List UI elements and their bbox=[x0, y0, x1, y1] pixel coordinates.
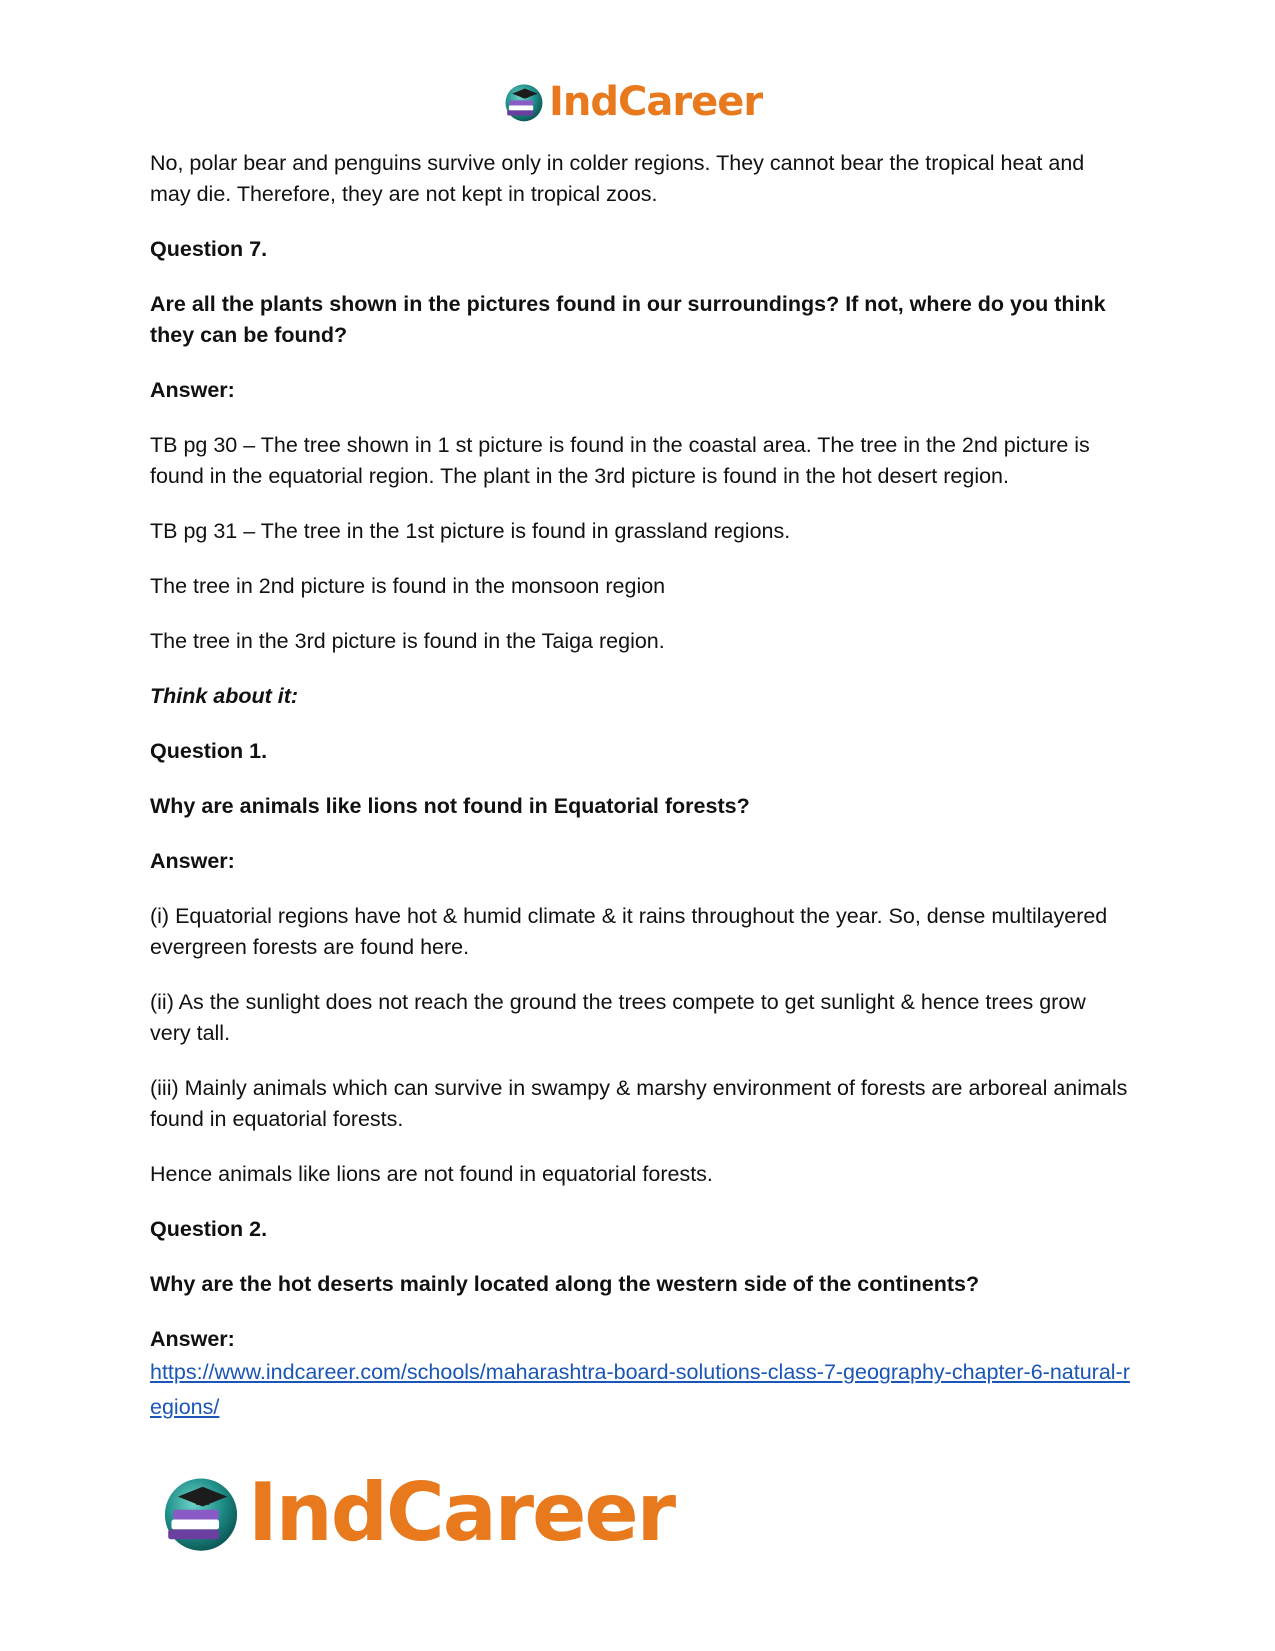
question-1-answer-2: (ii) As the sunlight does not reach the ground the trees compete to get sunlight & hence trees grow very tall. bbox=[150, 990, 1086, 1045]
think-about-it-heading: Think about it: bbox=[150, 684, 299, 708]
footer-logo bbox=[160, 1468, 674, 1558]
header-logo bbox=[503, 78, 762, 126]
question-1-answer-label: Answer: bbox=[150, 849, 235, 873]
question-2-text: Why are the hot deserts mainly located along the western side of the continents? bbox=[150, 1272, 980, 1296]
question-7-answer-1: TB pg 30 – The tree shown in 1 st picture is found in the coastal area. The tree in the 2nd picture is found in the equatorial region. The plant in the 3rd picture is found in the hot desert region. bbox=[150, 433, 1090, 488]
globe-books-logo-icon bbox=[160, 1472, 242, 1554]
question-1-answer-4: Hence animals like lions are not found in equatorial forests. bbox=[150, 1162, 713, 1186]
logo-wordmark: IndCareer bbox=[549, 79, 763, 125]
question-7-answer-3: The tree in 2nd picture is found in the monsoon region bbox=[150, 574, 666, 598]
main-content bbox=[150, 148, 1130, 1425]
question-7-answer-2: TB pg 31 – The tree in the 1st picture is found in grassland regions. bbox=[150, 519, 791, 543]
question-1-answer-1: (i) Equatorial regions have hot & humid climate & it rains throughout the year. So, dense multilayered evergreen forests are found here. bbox=[150, 904, 1108, 959]
question-7-label: Question 7. bbox=[150, 237, 268, 261]
logo-wordmark: IndCareer bbox=[248, 1466, 675, 1559]
question-2-label: Question 2. bbox=[150, 1217, 268, 1241]
source-link[interactable]: https://www.indcareer.com/schools/maharashtra-board-solutions-class-7-geography-chapter-6-natural-regions/ bbox=[150, 1360, 1130, 1419]
question-2-answer-label: Answer: bbox=[150, 1327, 235, 1351]
globe-books-logo-icon bbox=[503, 81, 545, 123]
question-7-text: Are all the plants shown in the pictures found in our surroundings? If not, where do you think they can be found? bbox=[150, 292, 1106, 347]
answer-paragraph: No, polar bear and penguins survive only in colder regions. They cannot bear the tropical heat and may die. Therefore, they are not kept in tropical zoos. bbox=[150, 151, 1085, 206]
question-7-answer-4: The tree in the 3rd picture is found in the Taiga region. bbox=[150, 629, 665, 653]
question-1-text: Why are animals like lions not found in Equatorial forests? bbox=[150, 794, 750, 818]
question-1-label: Question 1. bbox=[150, 739, 268, 763]
question-7-answer-label: Answer: bbox=[150, 378, 235, 402]
question-1-answer-3: (iii) Mainly animals which can survive in swampy & marshy environment of forests are arboreal animals found in equatorial forests. bbox=[150, 1076, 1128, 1131]
